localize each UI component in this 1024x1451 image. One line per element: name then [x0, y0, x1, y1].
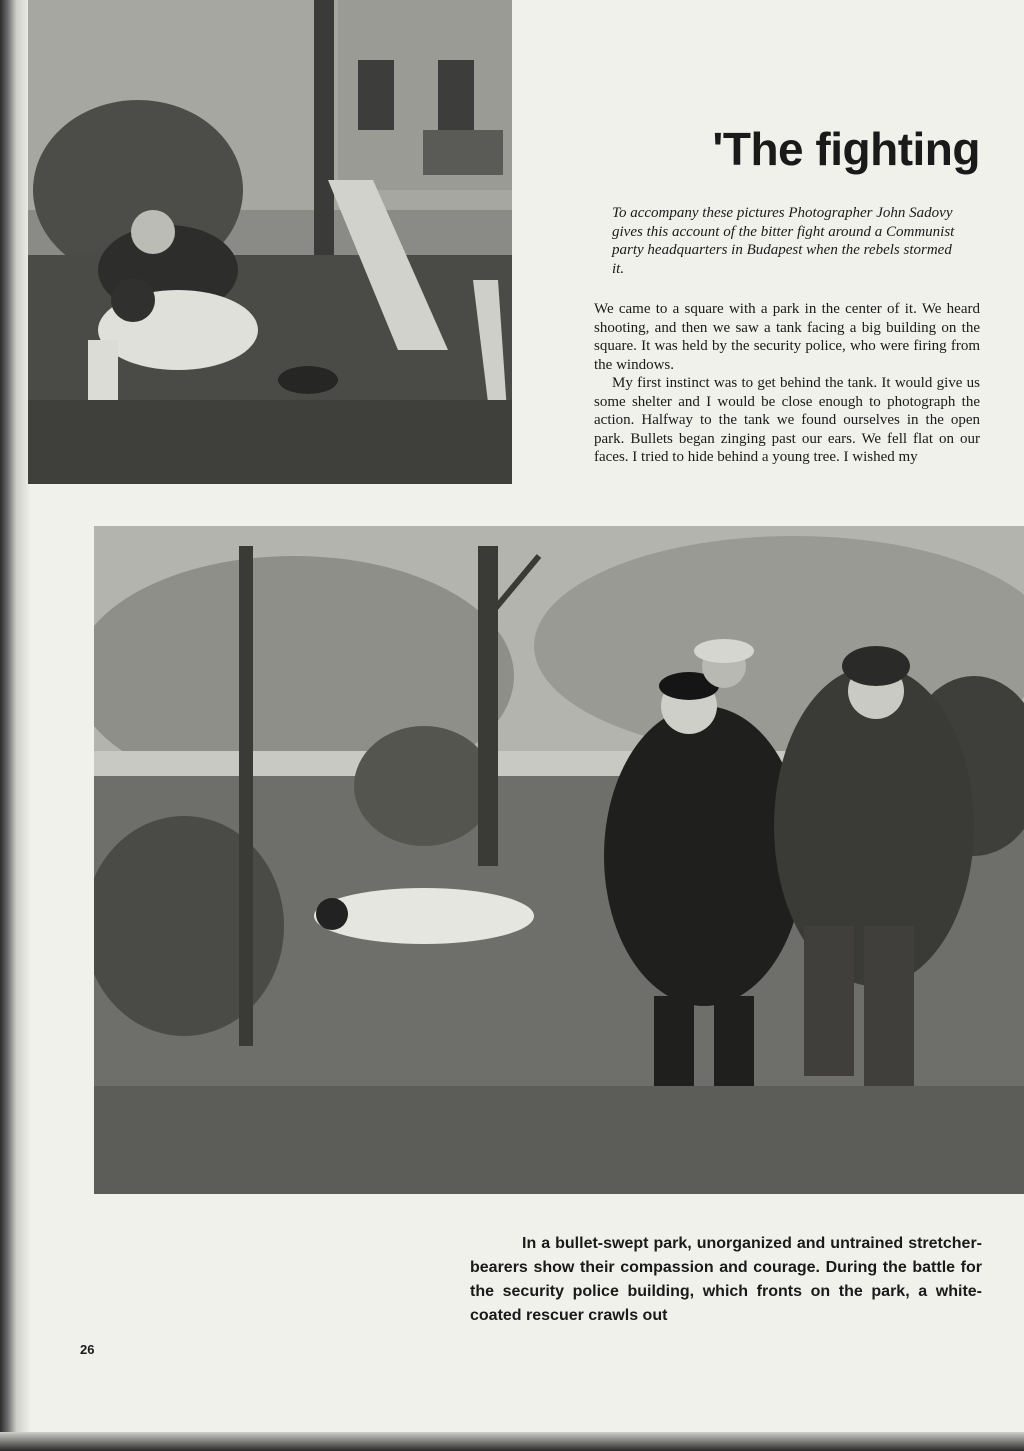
article-headline: 'The fighting: [712, 123, 980, 175]
caption-text: In a bullet-swept park, unorganized and untrained stretcher-bearers show their compassion and courage. During the battle for the security police building, which fronts on the park, a white-coated rescuer crawls out: [470, 1235, 982, 1324]
body-paragraph: My first instinct was to get behind the tank. It would give us some shelter and I would be close enough to photograph the action. Halfway to the tank we found ourselves in the open park. Bullets began zinging past our ears. We fell flat on our faces. I tried to hide behind a young tree. I wished my: [594, 375, 980, 465]
page-bottom-edge: [0, 1432, 1024, 1451]
top-photo-crawling-men: [28, 0, 512, 484]
page-number: 26: [80, 1342, 95, 1357]
article-body: [594, 300, 980, 486]
page-binding: [0, 0, 30, 1451]
main-photo-park-rescue: [94, 526, 1024, 1194]
article-intro: To accompany these pictures Photographer John Sadovy gives this account of the bitter fight around a Communist party headquarters in Budapest when the rebels stormed it.: [612, 205, 955, 277]
body-paragraph: We came to a square with a park in the center of it. We heard shooting, and then we saw a tank facing a big building on the square. It was held by the security police, who were firing from the windows.: [594, 301, 980, 373]
photo-caption: [470, 1232, 982, 1328]
